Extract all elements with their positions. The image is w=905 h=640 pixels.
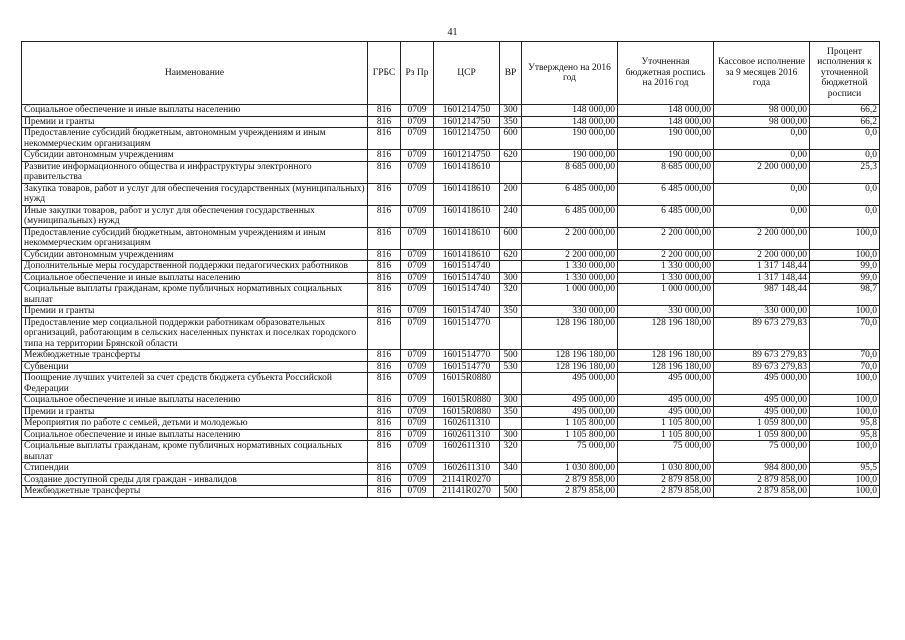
cell-csr: 16015R0880 [434,373,500,395]
cell-grbs: 816 [368,418,401,430]
cell-cash: 98 000,00 [714,116,810,128]
cell-cash: 330 000,00 [714,306,810,318]
cell-refined: 495 000,00 [618,373,714,395]
header-cash: Кассовое исполнение за 9 месяцев 2016 года [714,42,810,105]
table-row [22,105,880,117]
header-rzpr: Рз Пр [401,42,434,105]
cell-cash: 89 673 279,83 [714,317,810,350]
cell-percent: 70,0 [810,317,880,350]
cell-grbs: 816 [368,284,401,306]
cell-percent: 66,2 [810,116,880,128]
cell-cash: 1 059 800,00 [714,429,810,441]
cell-cash: 1 059 800,00 [714,418,810,430]
cell-cash: 2 200 000,00 [714,161,810,183]
cell-approved: 1 330 000,00 [522,261,618,273]
cell-rzpr: 0709 [401,361,434,373]
cell-csr: 1601418610 [434,161,500,183]
cell-vr: 620 [500,150,522,162]
cell-name: Дополнительные меры государственной поддержки педагогических работников [22,261,368,273]
cell-approved: 1 000 000,00 [522,284,618,306]
cell-cash: 495 000,00 [714,373,810,395]
cell-grbs: 816 [368,361,401,373]
cell-name: Поощрение лучших учителей за счет средств бюджета субъекта Российской Федерации [22,373,368,395]
cell-grbs: 816 [368,441,401,463]
cell-cash: 987 148,44 [714,284,810,306]
cell-approved: 495 000,00 [522,373,618,395]
cell-csr: 16015R0880 [434,395,500,407]
cell-percent: 98,7 [810,284,880,306]
cell-percent: 100,0 [810,306,880,318]
cell-approved: 128 196 180,00 [522,350,618,362]
cell-percent: 99,0 [810,272,880,284]
cell-vr: 300 [500,429,522,441]
cell-rzpr: 0709 [401,441,434,463]
cell-vr: 320 [500,441,522,463]
cell-csr: 1601418610 [434,205,500,227]
cell-csr: 1602611310 [434,418,500,430]
cell-rzpr: 0709 [401,373,434,395]
cell-grbs: 816 [368,183,401,205]
cell-refined: 128 196 180,00 [618,361,714,373]
cell-cash: 0,00 [714,150,810,162]
cell-grbs: 816 [368,463,401,475]
cell-vr: 500 [500,486,522,498]
cell-rzpr: 0709 [401,418,434,430]
cell-name: Развитие информационного общества и инфраструктуры электронного правительства [22,161,368,183]
cell-percent: 100,0 [810,486,880,498]
cell-vr: 300 [500,272,522,284]
cell-name: Предоставление мер социальной поддержки работникам образовательных организаций, работающим в сельских населенных пунктах и поселках городского типа на территории Брянской области [22,317,368,350]
cell-percent: 66,2 [810,105,880,117]
cell-refined: 6 485 000,00 [618,205,714,227]
cell-name: Социальное обеспечение и иные выплаты населению [22,395,368,407]
cell-rzpr: 0709 [401,249,434,261]
cell-refined: 495 000,00 [618,395,714,407]
cell-name: Создание доступной среды для граждан - инвалидов [22,474,368,486]
cell-grbs: 816 [368,105,401,117]
cell-refined: 128 196 180,00 [618,317,714,350]
cell-percent: 0,0 [810,205,880,227]
cell-refined: 1 330 000,00 [618,261,714,273]
budget-table [21,41,880,498]
table-row [22,284,880,306]
cell-csr: 1602611310 [434,429,500,441]
cell-name: Субсидии автономным учреждениям [22,150,368,162]
cell-vr: 350 [500,116,522,128]
cell-grbs: 816 [368,350,401,362]
cell-approved: 75 000,00 [522,441,618,463]
cell-vr: 350 [500,306,522,318]
cell-cash: 89 673 279,83 [714,361,810,373]
cell-grbs: 816 [368,406,401,418]
cell-cash: 75 000,00 [714,441,810,463]
cell-refined: 1 030 800,00 [618,463,714,475]
cell-rzpr: 0709 [401,306,434,318]
cell-vr: 620 [500,249,522,261]
cell-percent: 100,0 [810,395,880,407]
cell-rzpr: 0709 [401,272,434,284]
cell-name: Стипендии [22,463,368,475]
cell-vr: 320 [500,284,522,306]
cell-vr: 500 [500,350,522,362]
cell-refined: 148 000,00 [618,116,714,128]
cell-vr: 600 [500,128,522,150]
cell-rzpr: 0709 [401,227,434,249]
cell-grbs: 816 [368,249,401,261]
cell-approved: 1 030 800,00 [522,463,618,475]
cell-approved: 128 196 180,00 [522,361,618,373]
cell-name: Межбюджетные трансферты [22,350,368,362]
cell-name: Межбюджетные трансферты [22,486,368,498]
cell-refined: 8 685 000,00 [618,161,714,183]
cell-cash: 1 317 148,44 [714,272,810,284]
cell-name: Социальное обеспечение и иные выплаты населению [22,272,368,284]
cell-approved: 1 105 800,00 [522,418,618,430]
cell-csr: 21141R0270 [434,486,500,498]
table-body [22,105,880,498]
header-refined: Уточненная бюджетная роспись на 2016 год [618,42,714,105]
cell-percent: 100,0 [810,474,880,486]
cell-cash: 2 879 858,00 [714,486,810,498]
cell-cash: 495 000,00 [714,395,810,407]
cell-vr: 340 [500,463,522,475]
cell-csr: 1601418610 [434,183,500,205]
cell-grbs: 816 [368,272,401,284]
cell-cash: 984 800,00 [714,463,810,475]
cell-refined: 2 879 858,00 [618,486,714,498]
cell-grbs: 816 [368,150,401,162]
header-csr: ЦСР [434,42,500,105]
cell-cash: 0,00 [714,205,810,227]
table-row [22,116,880,128]
table-row [22,317,880,350]
cell-name: Закупка товаров, работ и услуг для обеспечения государственных (муниципальных) нужд [22,183,368,205]
cell-vr [500,261,522,273]
cell-rzpr: 0709 [401,183,434,205]
cell-csr: 1601214750 [434,116,500,128]
cell-rzpr: 0709 [401,395,434,407]
cell-refined: 190 000,00 [618,150,714,162]
cell-approved: 190 000,00 [522,128,618,150]
table-row [22,361,880,373]
cell-approved: 128 196 180,00 [522,317,618,350]
table-row [22,463,880,475]
cell-rzpr: 0709 [401,150,434,162]
cell-percent: 0,0 [810,128,880,150]
table-row [22,249,880,261]
cell-approved: 6 485 000,00 [522,183,618,205]
cell-name: Премии и гранты [22,116,368,128]
cell-approved: 148 000,00 [522,105,618,117]
cell-grbs: 816 [368,161,401,183]
cell-name: Социальное обеспечение и иные выплаты населению [22,429,368,441]
cell-name: Предоставление субсидий бюджетным, автономным учреждениям и иным некоммерческим организациям [22,227,368,249]
header-name: Наименование [22,42,368,105]
table-row [22,261,880,273]
cell-vr: 530 [500,361,522,373]
page-number: 41 [447,27,458,38]
cell-vr: 350 [500,406,522,418]
cell-approved: 330 000,00 [522,306,618,318]
cell-rzpr: 0709 [401,429,434,441]
header-grbs: ГРБС [368,42,401,105]
cell-csr: 1601418610 [434,227,500,249]
cell-refined: 1 330 000,00 [618,272,714,284]
table-row [22,395,880,407]
cell-csr: 1601214750 [434,105,500,117]
cell-vr: 300 [500,395,522,407]
cell-percent: 100,0 [810,373,880,395]
cell-percent: 100,0 [810,227,880,249]
cell-refined: 330 000,00 [618,306,714,318]
table-row [22,183,880,205]
header-vr: ВР [500,42,522,105]
cell-approved: 148 000,00 [522,116,618,128]
cell-rzpr: 0709 [401,116,434,128]
cell-approved: 8 685 000,00 [522,161,618,183]
cell-cash: 89 673 279,83 [714,350,810,362]
cell-percent: 70,0 [810,361,880,373]
cell-csr: 1601514770 [434,317,500,350]
cell-rzpr: 0709 [401,205,434,227]
cell-csr: 1602611310 [434,463,500,475]
table-row [22,227,880,249]
table-row [22,474,880,486]
cell-rzpr: 0709 [401,406,434,418]
cell-percent: 25,3 [810,161,880,183]
cell-csr: 1601214750 [434,128,500,150]
cell-refined: 1 000 000,00 [618,284,714,306]
cell-approved: 2 200 000,00 [522,227,618,249]
cell-csr: 1601418610 [434,249,500,261]
cell-refined: 1 105 800,00 [618,418,714,430]
table-row [22,205,880,227]
cell-refined: 75 000,00 [618,441,714,463]
cell-name: Социальные выплаты гражданам, кроме публичных нормативных социальных выплат [22,441,368,463]
cell-percent: 95,5 [810,463,880,475]
cell-csr: 1601514770 [434,361,500,373]
cell-rzpr: 0709 [401,261,434,273]
cell-grbs: 816 [368,128,401,150]
cell-vr [500,373,522,395]
cell-name: Субсидии автономным учреждениям [22,249,368,261]
cell-rzpr: 0709 [401,105,434,117]
cell-percent: 100,0 [810,406,880,418]
cell-grbs: 816 [368,317,401,350]
cell-csr: 1601514770 [434,350,500,362]
cell-name: Социальные выплаты гражданам, кроме публичных нормативных социальных выплат [22,284,368,306]
cell-csr: 1601514740 [434,306,500,318]
table-row [22,128,880,150]
cell-cash: 0,00 [714,128,810,150]
cell-rzpr: 0709 [401,463,434,475]
cell-grbs: 816 [368,373,401,395]
cell-cash: 2 200 000,00 [714,249,810,261]
cell-approved: 2 879 858,00 [522,474,618,486]
table-row [22,486,880,498]
cell-name: Субвенции [22,361,368,373]
cell-approved: 2 879 858,00 [522,486,618,498]
table-row [22,373,880,395]
header-row [22,42,880,105]
table-row [22,306,880,318]
cell-approved: 495 000,00 [522,395,618,407]
cell-approved: 2 200 000,00 [522,249,618,261]
cell-rzpr: 0709 [401,161,434,183]
table-row [22,350,880,362]
cell-cash: 2 879 858,00 [714,474,810,486]
cell-csr: 21141R0270 [434,474,500,486]
cell-name: Социальное обеспечение и иные выплаты населению [22,105,368,117]
cell-vr: 300 [500,105,522,117]
cell-percent: 100,0 [810,249,880,261]
cell-percent: 0,0 [810,150,880,162]
table-row [22,150,880,162]
cell-cash: 98 000,00 [714,105,810,117]
cell-percent: 99,0 [810,261,880,273]
cell-rzpr: 0709 [401,350,434,362]
cell-refined: 495 000,00 [618,406,714,418]
table-row [22,441,880,463]
cell-vr [500,474,522,486]
cell-approved: 1 105 800,00 [522,429,618,441]
cell-approved: 190 000,00 [522,150,618,162]
cell-refined: 190 000,00 [618,128,714,150]
cell-percent: 0,0 [810,183,880,205]
cell-rzpr: 0709 [401,128,434,150]
cell-csr: 1601214750 [434,150,500,162]
cell-vr [500,161,522,183]
cell-csr: 1601514740 [434,261,500,273]
cell-name: Иные закупки товаров, работ и услуг для обеспечения государственных (муниципальных) нужд [22,205,368,227]
cell-vr [500,317,522,350]
table-row [22,429,880,441]
cell-grbs: 816 [368,227,401,249]
cell-grbs: 816 [368,261,401,273]
cell-vr: 200 [500,183,522,205]
cell-refined: 128 196 180,00 [618,350,714,362]
cell-approved: 6 485 000,00 [522,205,618,227]
cell-grbs: 816 [368,205,401,227]
table-row [22,406,880,418]
header-percent: Процент исполнения к уточненной бюджетной росписи [810,42,880,105]
cell-vr [500,418,522,430]
cell-percent: 100,0 [810,441,880,463]
cell-approved: 495 000,00 [522,406,618,418]
cell-approved: 1 330 000,00 [522,272,618,284]
cell-percent: 70,0 [810,350,880,362]
cell-cash: 495 000,00 [714,406,810,418]
table-row [22,161,880,183]
cell-refined: 1 105 800,00 [618,429,714,441]
cell-name: Премии и гранты [22,306,368,318]
cell-percent: 95,8 [810,429,880,441]
cell-refined: 6 485 000,00 [618,183,714,205]
cell-csr: 1601514740 [434,284,500,306]
cell-name: Предоставление субсидий бюджетным, автономным учреждениям и иным некоммерческим организациям [22,128,368,150]
cell-grbs: 816 [368,474,401,486]
cell-name: Мероприятия по работе с семьей, детьми и молодежью [22,418,368,430]
cell-rzpr: 0709 [401,486,434,498]
cell-refined: 2 200 000,00 [618,249,714,261]
cell-grbs: 816 [368,486,401,498]
cell-refined: 2 879 858,00 [618,474,714,486]
cell-csr: 1601514740 [434,272,500,284]
cell-refined: 148 000,00 [618,105,714,117]
cell-vr: 600 [500,227,522,249]
cell-rzpr: 0709 [401,284,434,306]
table-row [22,272,880,284]
cell-vr: 240 [500,205,522,227]
cell-rzpr: 0709 [401,474,434,486]
cell-cash: 0,00 [714,183,810,205]
cell-cash: 1 317 148,44 [714,261,810,273]
cell-csr: 16015R0880 [434,406,500,418]
cell-csr: 1602611310 [434,441,500,463]
cell-grbs: 816 [368,429,401,441]
table-row [22,418,880,430]
cell-rzpr: 0709 [401,317,434,350]
cell-refined: 2 200 000,00 [618,227,714,249]
cell-percent: 95,8 [810,418,880,430]
cell-grbs: 816 [368,306,401,318]
cell-grbs: 816 [368,116,401,128]
cell-grbs: 816 [368,395,401,407]
header-approved: Утверждено на 2016 год [522,42,618,105]
cell-cash: 2 200 000,00 [714,227,810,249]
cell-name: Премии и гранты [22,406,368,418]
